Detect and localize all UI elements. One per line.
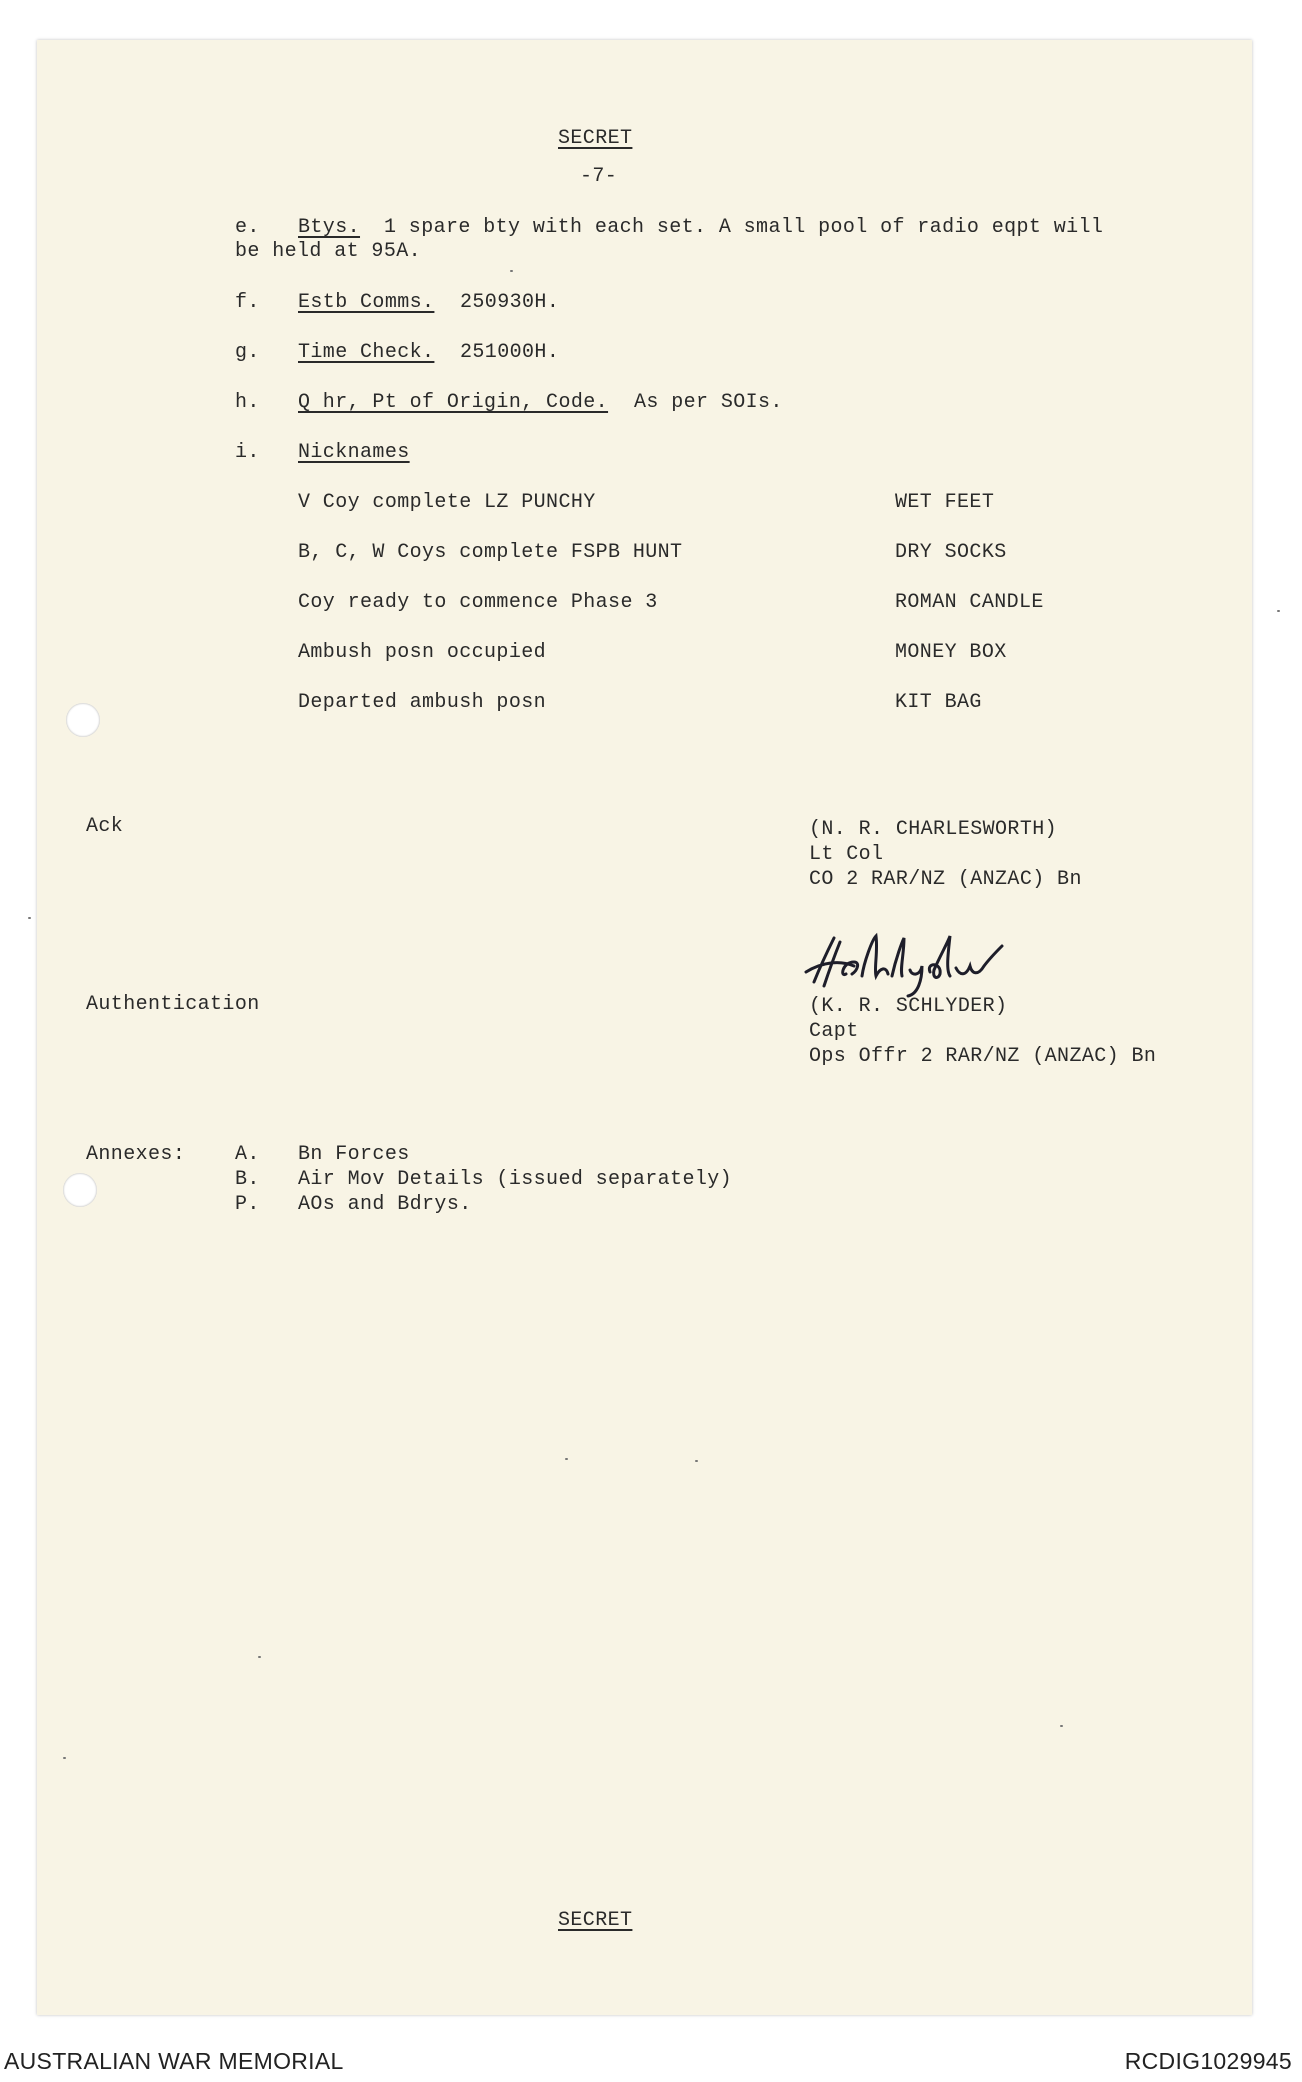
archive-name: AUSTRALIAN WAR MEMORIAL — [4, 2048, 344, 2074]
paper-speck — [258, 1656, 261, 1658]
nickname-value: ROMAN CANDLE — [895, 591, 1044, 614]
nickname-value: WET FEET — [895, 491, 995, 514]
paper-speck — [28, 917, 31, 919]
annex-letter: P. — [235, 1193, 260, 1216]
nickname-event: B, C, W Coys complete FSPB HUNT — [298, 541, 683, 564]
para-letter: h. — [235, 391, 260, 414]
annex-letter: A. — [235, 1143, 260, 1166]
para-heading: Q hr, Pt of Origin, Code. — [298, 391, 609, 414]
para-text: 250930H. — [460, 291, 560, 314]
paper-speck — [510, 270, 513, 272]
annexes-label: Annexes: — [86, 1143, 186, 1166]
punch-hole — [63, 1173, 97, 1207]
para-letter: f. — [235, 291, 260, 314]
nickname-value: DRY SOCKS — [895, 541, 1007, 564]
para-text: 1 spare bty with each set. A small pool of radio eqpt will — [384, 216, 1104, 239]
handwritten-signature — [800, 932, 1060, 1000]
paper-speck — [695, 1460, 698, 1462]
nickname-event: Coy ready to commence Phase 3 — [298, 591, 658, 614]
nickname-value: MONEY BOX — [895, 641, 1007, 664]
para-text: As per SOIs. — [634, 391, 783, 414]
page-number: -7- — [580, 165, 618, 188]
para-heading: Btys. — [298, 216, 361, 239]
paper-speck — [565, 1458, 568, 1460]
signatory-rank: Capt — [809, 1020, 859, 1043]
para-heading: Time Check. — [298, 341, 435, 364]
para-letter: i. — [235, 441, 260, 464]
nickname-event: Departed ambush posn — [298, 691, 547, 714]
nickname-event: V Coy complete LZ PUNCHY — [298, 491, 596, 514]
signatory-name: (K. R. SCHLYDER) — [809, 995, 1008, 1018]
archive-reference: RCDIG1029945 — [1124, 2048, 1292, 2074]
para-heading: Nicknames — [298, 441, 410, 464]
classification-header: SECRET — [558, 127, 633, 150]
para-heading: Estb Comms. — [298, 291, 435, 314]
annex-letter: B. — [235, 1168, 260, 1191]
authentication-label: Authentication — [86, 993, 260, 1016]
annex-text: Air Mov Details (issued separately) — [298, 1168, 733, 1191]
para-letter: g. — [235, 341, 260, 364]
signatory-name: (N. R. CHARLESWORTH) — [809, 818, 1058, 841]
signatory-appointment: CO 2 RAR/NZ (ANZAC) Bn — [809, 868, 1082, 891]
document-page — [37, 40, 1252, 2015]
para-letter: e. — [235, 216, 260, 239]
annex-text: AOs and Bdrys. — [298, 1193, 472, 1216]
paper-speck — [1277, 610, 1280, 612]
ack-label: Ack — [86, 815, 124, 838]
punch-hole — [66, 703, 100, 737]
nickname-event: Ambush posn occupied — [298, 641, 547, 664]
para-text: be held at 95A. — [235, 240, 422, 263]
signatory-rank: Lt Col — [809, 843, 884, 866]
nickname-value: KIT BAG — [895, 691, 982, 714]
para-text: 251000H. — [460, 341, 560, 364]
annex-text: Bn Forces — [298, 1143, 410, 1166]
paper-speck — [1060, 1725, 1063, 1727]
paper-speck — [63, 1757, 66, 1759]
signatory-appointment: Ops Offr 2 RAR/NZ (ANZAC) Bn — [809, 1045, 1157, 1068]
classification-footer: SECRET — [558, 1909, 633, 1932]
